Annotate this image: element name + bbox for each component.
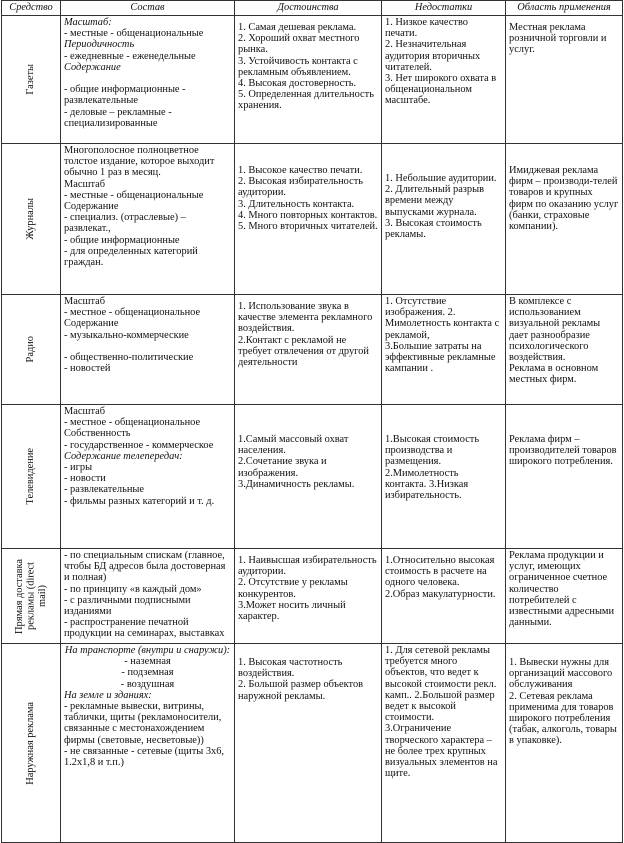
composition-line: - местное - общенациональное	[64, 417, 201, 429]
advantages-line: 1. Использование звука в качестве элемента рекламного воздействия.	[238, 301, 373, 335]
disadvantages-line: 3.Ограничение творческого характера – не более трех крупных визуальных элементов на щите.	[385, 723, 498, 780]
composition-line: - не связанные - сетевые (щиты 3х6, 1.2х1,8 и т.п.)	[64, 745, 224, 769]
application-line: 1. Вывески нужны для организаций массового обслуживания	[509, 657, 613, 691]
composition-line: Собственность	[64, 428, 131, 440]
composition-line: Содержание	[64, 318, 119, 330]
header-medium: Средство	[2, 1, 61, 16]
composition-line: - местное - общенациональное	[64, 307, 201, 319]
application-cell	[506, 16, 623, 144]
application-line: Реклама фирм – производителей товаров широкого потребления.	[509, 434, 617, 468]
composition-line: - специализ. (отраслевые) – развлекат.,	[64, 212, 186, 235]
composition-line: - наземная	[124, 656, 171, 668]
composition-line: - рекламные вывески, витрины, таблички, щиты (рекламоносители, связанные с местонахождением фирмы (световые, несветовые))	[64, 701, 222, 746]
application-cell	[506, 549, 623, 644]
advantages-cell	[235, 144, 382, 295]
application-cell	[506, 295, 623, 405]
composition-line: - деловые – рекламные - специализированные	[64, 106, 172, 129]
medium-name: Радио	[25, 336, 37, 363]
advantages-cell	[235, 644, 382, 843]
composition-line: На земле и зданиях:	[64, 689, 152, 701]
medium-name: Телевидение	[25, 448, 37, 505]
table-header-row	[2, 1, 623, 16]
composition-cell	[61, 644, 235, 843]
composition-line: - по принципу «в каждый дом»	[64, 583, 202, 595]
advantages-line: 2.Сочетание звука и изображения.	[238, 456, 327, 479]
composition-line	[64, 73, 231, 84]
advantages-cell	[235, 549, 382, 644]
header-composition: Состав	[61, 1, 235, 16]
table-row	[2, 644, 623, 843]
disadvantages-line: 1. Низкое качество печати.	[385, 17, 468, 40]
header-advantages: Достоинства	[235, 1, 382, 16]
composition-cell	[61, 295, 235, 405]
composition-line: - для определенных категорий граждан.	[64, 245, 198, 269]
composition-line: - игры	[64, 462, 93, 474]
advantages-cell	[235, 405, 382, 549]
composition-line: Содержание	[64, 201, 119, 213]
composition-line: - государственное - коммерческое	[64, 439, 214, 451]
application-line: Реклама в основном местных фирм.	[509, 363, 599, 386]
composition-line: Масштаб:	[64, 17, 112, 28]
composition-line	[64, 341, 231, 352]
composition-line: - новостей	[64, 363, 111, 375]
advantages-line: 2. Хороший охват местного рынка.	[238, 33, 360, 56]
composition-cell	[61, 405, 235, 549]
composition-line: - общие информационные	[64, 234, 180, 246]
composition-line: - музыкально-коммерческие	[64, 329, 189, 341]
composition-line: - местные - общенациональные	[64, 28, 204, 40]
composition-line: Содержание телепередач:	[64, 450, 183, 462]
disadvantages-cell	[382, 16, 506, 144]
disadvantages-cell	[382, 549, 506, 644]
table-row	[2, 16, 623, 144]
composition-line: На транспорте (внутри и снаружи):	[64, 645, 231, 656]
disadvantages-line: 2.Мимолетность контакта. 3.Низкая избирательность.	[385, 467, 469, 502]
disadvantages-line: 2. Длительный разрыв времени между выпусками журнала.	[385, 184, 484, 218]
header-application: Область применения	[506, 1, 623, 16]
medium-name: Прямая доставка рекламы (direct mail)	[13, 558, 48, 634]
disadvantages-cell	[382, 405, 506, 549]
advantages-line: 2. Высокая избирательность аудитории.	[238, 176, 364, 199]
composition-line: - ежедневные - еженедельные	[64, 50, 196, 62]
application-cell	[506, 144, 623, 295]
composition-line: - воздушная	[120, 678, 175, 690]
disadvantages-cell	[382, 144, 506, 295]
composition-line: Масштаб	[64, 406, 106, 417]
application-line: Местная реклама розничной торговли и услуг.	[509, 22, 607, 56]
advantages-line: 2.Контакт с рекламой не требует отвлечения от другой деятельности	[238, 334, 369, 369]
disadvantages-cell	[382, 295, 506, 405]
disadvantages-line: 1. Для сетевой рекламы требуется много объектов, что ведет к высокой стоимости рекл. камп.. 2.Большой размер ведет к высокой стоимости.	[385, 645, 497, 724]
composition-line: Многополосное полноцветное толстое издание, которое выходит обычно 1 раз в месяц.	[64, 145, 215, 179]
table-row	[2, 405, 623, 549]
advantages-line: 3.Может носить личный характер.	[238, 599, 346, 623]
disadvantages-line: 1. Небольшие аудитории.	[385, 173, 497, 184]
advantages-line: 4. Много повторных контактов.	[238, 209, 378, 221]
header-disadvantages: Недостатки	[382, 1, 506, 16]
composition-line: - общественно-политические	[64, 352, 194, 364]
disadvantages-line: 3. Нет широкого охвата в общенациональном масштабе.	[385, 73, 497, 107]
composition-line: Масштаб	[64, 296, 106, 307]
medium-name: Журналы	[25, 198, 37, 240]
disadvantages-line: 1.Относительно высокая стоимость в расчете на одного человека.	[385, 555, 495, 589]
composition-line: Содержание	[64, 61, 121, 73]
composition-cell	[61, 144, 235, 295]
advantages-line: 1.Самый массовый охват населения.	[238, 434, 349, 457]
advantages-line: 2. Большой размер объектов наружной рекламы.	[238, 679, 364, 702]
advantages-line: 1. Наивысшая избирательность аудитории.	[238, 555, 377, 578]
advertising-media-table	[1, 0, 623, 843]
advantages-line: 1. Высокая частотность воздействия.	[238, 657, 343, 680]
medium-name-cell	[2, 644, 61, 843]
advantages-line: 3.Динамичность рекламы.	[238, 478, 355, 490]
advantages-line: 4. Высокая достоверность.	[238, 78, 357, 90]
composition-line: - подземная	[121, 667, 174, 679]
advantages-line: 5. Много вторичных читателей.	[238, 221, 378, 233]
composition-line: - общие информационные - развлекательные	[64, 84, 186, 107]
composition-line: - местные - общенациональные	[64, 189, 204, 201]
medium-name-cell	[2, 295, 61, 405]
table-row	[2, 144, 623, 295]
composition-line: - с различными подписными изданиями	[64, 594, 191, 618]
advantages-line: 2. Отсутствие у рекламы конкурентов.	[238, 577, 348, 600]
application-line: Имиджевая реклама фирм – производи-телей товаров и крупных фирм по оказанию услуг (банки, страховые компании).	[509, 165, 619, 233]
medium-name-cell	[2, 405, 61, 549]
table-body	[2, 16, 623, 843]
disadvantages-line: 2. Незначительная аудитория вторичных читателей.	[385, 39, 481, 73]
composition-line: Периодичность	[64, 39, 135, 51]
advantages-line: 3. Длительность контакта.	[238, 198, 355, 210]
advantages-line: 5. Определенная длительность хранения.	[238, 89, 374, 112]
disadvantages-line: 2.Образ макулатурности.	[385, 588, 496, 600]
composition-cell	[61, 549, 235, 644]
composition-line: Масштаб	[64, 178, 106, 190]
disadvantages-cell	[382, 644, 506, 843]
composition-line: - по специальным спискам (главное, чтобы БД адресов была достоверная и полная)	[64, 550, 226, 584]
advantages-line: 3. Устойчивость контакта с рекламным объявлением.	[238, 55, 358, 78]
medium-name-cell	[2, 144, 61, 295]
application-line: Реклама продукции и услуг, имеющих ограниченное счетное количество потребителей с известными адресными данными.	[509, 550, 615, 629]
application-cell	[506, 405, 623, 549]
application-cell	[506, 644, 623, 843]
medium-name-cell	[2, 16, 61, 144]
composition-line: - фильмы разных категорий и т. д.	[64, 495, 215, 507]
advantages-cell	[235, 16, 382, 144]
composition-line: - новости	[64, 473, 106, 485]
application-line: В комплексе с использованием визуальной рекламы дает разнообразие психологического воздействия.	[509, 296, 601, 364]
advantages-line: 1. Самая дешевая реклама.	[238, 22, 357, 33]
composition-line: - развлекательные	[64, 484, 144, 496]
disadvantages-line: 3. Высокая стоимость рекламы.	[385, 217, 482, 241]
table-row	[2, 295, 623, 405]
medium-name: Газеты	[25, 64, 37, 95]
application-line: 2. Сетевая реклама применима для товаров широкого потребления (табак, алкоголь, товары в упаковке).	[509, 690, 617, 747]
table-row	[2, 549, 623, 644]
advantages-cell	[235, 295, 382, 405]
medium-name: Наружная реклама	[25, 701, 37, 785]
disadvantages-line: 3.Большие затраты на эффективные рекламные кампании .	[385, 340, 496, 375]
disadvantages-line: 1. Отсутствие изображения. 2. Мимолетность контакта с рекламой,	[385, 296, 500, 341]
composition-line: - распространение печатной продукции на семинарах, выставках	[64, 617, 225, 640]
composition-cell	[61, 16, 235, 144]
advantages-line: 1. Высокое качество печати.	[238, 165, 363, 176]
medium-name-cell	[2, 549, 61, 644]
disadvantages-line: 1.Высокая стоимость производства и размещения.	[385, 434, 480, 468]
